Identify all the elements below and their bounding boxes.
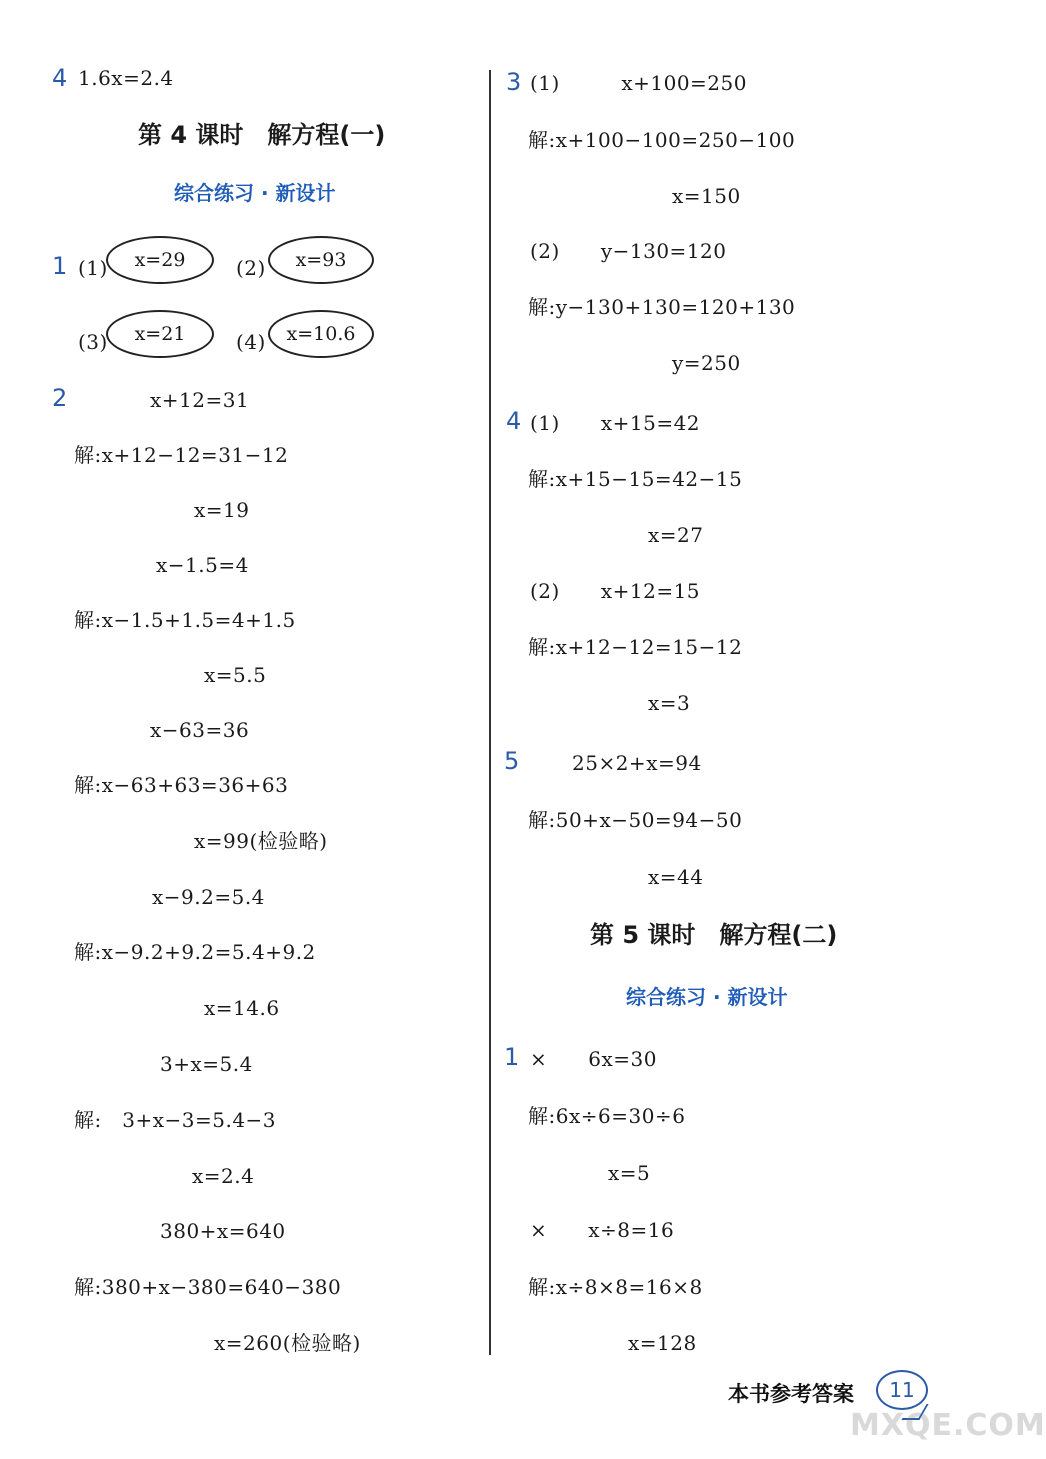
q4r-line: x=3 [648, 691, 691, 715]
q4r-line: x=27 [648, 523, 704, 547]
question-1-number: 1 [52, 252, 68, 280]
q2-line: 解:x−1.5+1.5=4+1.5 [74, 608, 296, 632]
q2-line: 解:x−9.2+9.2=5.4+9.2 [74, 940, 316, 964]
page-number: 11 [889, 1378, 915, 1402]
question-5-number: 5 [504, 747, 520, 775]
q3-line: x=150 [672, 184, 741, 208]
answer-4: x=10.6 [286, 323, 356, 345]
q1-label-2: (2) [236, 256, 266, 280]
q1r-line: 解:6x÷6=30÷6 [528, 1104, 686, 1128]
question-4-number: 4 [52, 64, 68, 92]
q1r-line: x=5 [608, 1161, 651, 1185]
q2-line: x−63=36 [150, 718, 250, 742]
q2-line: x=5.5 [204, 663, 267, 687]
q5-line: 解:50+x−50=94−50 [528, 808, 743, 832]
question-4-text: 1.6x=2.4 [78, 66, 174, 90]
lesson-5-subtitle: 综合练习 · 新设计 [626, 985, 788, 1009]
q4r-line: 解:x+15−15=42−15 [528, 467, 743, 491]
q4r-line: (2) x+12=15 [530, 579, 701, 603]
q3-line: 解:y−130+130=120+130 [528, 295, 796, 319]
lesson-4-subtitle: 综合练习 · 新设计 [174, 181, 336, 205]
q2-line: 3+x=5.4 [160, 1052, 253, 1076]
question-1r-number: 1 [504, 1043, 520, 1071]
q2-line: x+12=31 [150, 388, 250, 412]
question-3-number: 3 [506, 68, 522, 96]
q2-line: 解:x+12−12=31−12 [74, 443, 289, 467]
lesson-4-title: 第 4 课时 解方程(一) [138, 121, 386, 149]
lesson-5-title: 第 5 课时 解方程(二) [590, 921, 838, 949]
q3-line: (1) x+100=250 [530, 71, 747, 95]
q2-line: 解:380+x−380=640−380 [74, 1275, 342, 1299]
q1r-line: × x÷8=16 [530, 1218, 675, 1242]
q2-line: 解: 3+x−3=5.4−3 [74, 1108, 277, 1132]
q1-label-1: (1) [78, 256, 108, 280]
q3-line: y=250 [672, 351, 741, 375]
column-divider [489, 70, 491, 1355]
q2-line: x=2.4 [192, 1164, 255, 1188]
q2-line: x=19 [194, 498, 250, 522]
answer-oval-3 [106, 310, 214, 358]
answer-oval-4 [268, 310, 374, 358]
q4r-line: 解:x+12−12=15−12 [528, 635, 743, 659]
q1r-line: 解:x÷8×8=16×8 [528, 1275, 703, 1299]
q1-label-3: (3) [78, 330, 108, 354]
q4r-line: (1) x+15=42 [530, 411, 701, 435]
answer-oval-2 [268, 236, 374, 284]
q2-line: 解:x−63+63=36+63 [74, 773, 289, 797]
q1-label-4: (4) [236, 330, 266, 354]
q5-line: x=44 [648, 865, 704, 889]
q1r-line: x=128 [628, 1331, 697, 1355]
q2-line: 380+x=640 [160, 1219, 286, 1243]
watermark: MXQE.COM [850, 1408, 1046, 1443]
question-4r-number: 4 [506, 407, 522, 435]
q5-line: 25×2+x=94 [572, 751, 702, 775]
q3-line: (2) y−130=120 [530, 239, 727, 263]
footer-label: 本书参考答案 [728, 1382, 854, 1406]
q2-line: x−9.2=5.4 [152, 885, 265, 909]
q2-line: x=14.6 [204, 996, 280, 1020]
answer-2: x=93 [295, 249, 347, 271]
q1r-line: × 6x=30 [530, 1047, 657, 1071]
q3-line: 解:x+100−100=250−100 [528, 128, 796, 152]
answer-3: x=21 [134, 323, 186, 345]
question-2-number: 2 [52, 384, 68, 412]
q2-line: x−1.5=4 [156, 553, 249, 577]
q2-line: x=99(检验略) [194, 829, 328, 853]
q2-line: x=260(检验略) [214, 1331, 361, 1355]
answer-1: x=29 [134, 249, 186, 271]
answer-oval-1 [106, 236, 214, 284]
